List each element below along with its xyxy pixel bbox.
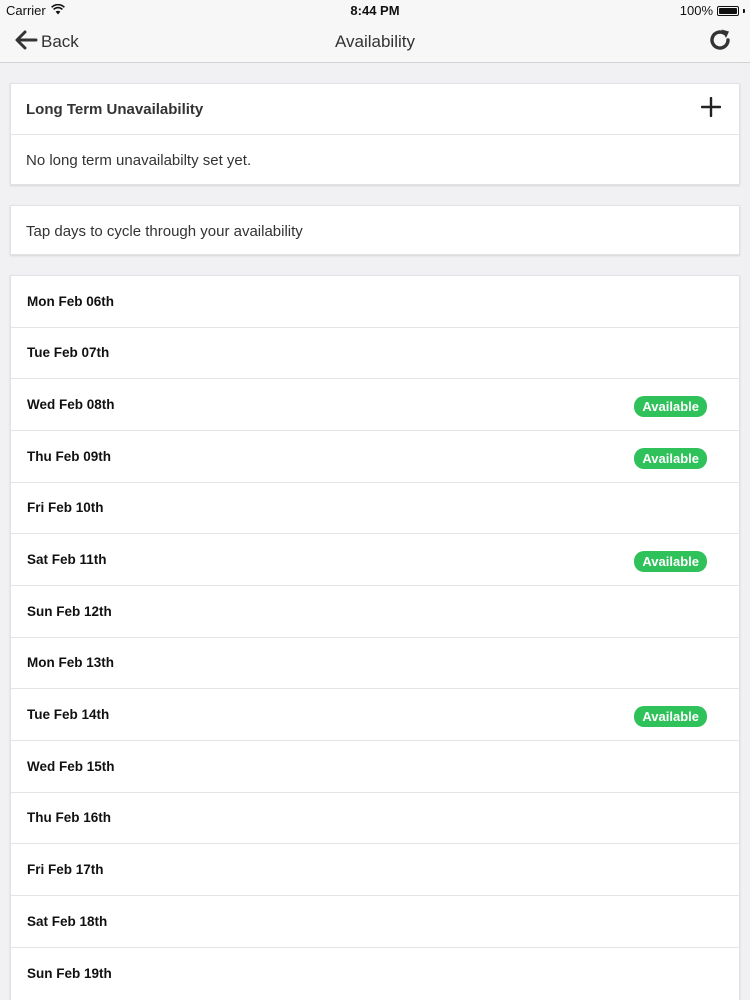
day-row[interactable] [11, 689, 739, 741]
add-unavailability-button[interactable] [697, 95, 725, 123]
day-row[interactable] [11, 844, 739, 896]
day-label: Fri Feb 10th [27, 500, 104, 516]
status-badge: Available [634, 551, 707, 572]
day-label: Mon Feb 13th [27, 655, 114, 671]
day-label: Mon Feb 06th [27, 293, 114, 309]
long-term-title: Long Term Unavailability [26, 100, 204, 118]
day-row[interactable] [11, 379, 739, 431]
day-row[interactable] [11, 431, 739, 483]
days-list [10, 275, 740, 1000]
day-label: Sun Feb 19th [27, 965, 112, 981]
day-label: Sat Feb 11th [27, 552, 107, 568]
plus-icon [701, 97, 721, 122]
day-row[interactable] [11, 483, 739, 535]
battery-icon [717, 6, 739, 16]
refresh-icon [707, 27, 733, 58]
back-label: Back [41, 32, 79, 51]
day-label: Wed Feb 08th [27, 397, 115, 413]
status-badge: Available [634, 448, 707, 469]
status-badge: Available [634, 396, 707, 417]
long-term-unavailability-card [10, 83, 740, 185]
hint-text: Tap days to cycle through your availability [26, 222, 303, 240]
battery-percent: 100% [679, 3, 713, 18]
page-title: Availability [334, 32, 415, 51]
long-term-empty-message: No long term unavailabilty set yet. [26, 151, 252, 169]
day-row[interactable] [11, 586, 739, 638]
day-label: Tue Feb 07th [27, 345, 110, 361]
day-label: Sun Feb 12th [27, 603, 112, 619]
navigation-bar [0, 22, 750, 63]
status-bar [0, 0, 750, 22]
carrier-label: Carrier [6, 3, 46, 18]
day-label: Thu Feb 16th [27, 810, 111, 826]
day-label: Wed Feb 15th [27, 758, 115, 774]
day-label: Fri Feb 17th [27, 862, 104, 878]
day-row[interactable] [11, 328, 739, 380]
long-term-header [11, 84, 739, 135]
hint-card [10, 205, 740, 255]
day-row[interactable] [11, 741, 739, 793]
day-label: Sat Feb 18th [27, 913, 108, 929]
status-badge: Available [634, 706, 707, 727]
status-time: 8:44 PM [350, 3, 400, 18]
day-row[interactable] [11, 948, 739, 1000]
day-row[interactable] [11, 534, 739, 586]
day-label: Tue Feb 14th [27, 707, 110, 723]
day-label: Thu Feb 09th [27, 448, 111, 464]
refresh-button[interactable] [706, 28, 734, 56]
day-row[interactable] [11, 896, 739, 948]
day-row[interactable] [11, 638, 739, 690]
day-row[interactable] [11, 276, 739, 328]
status-battery [680, 3, 745, 18]
day-row[interactable] [11, 793, 739, 845]
